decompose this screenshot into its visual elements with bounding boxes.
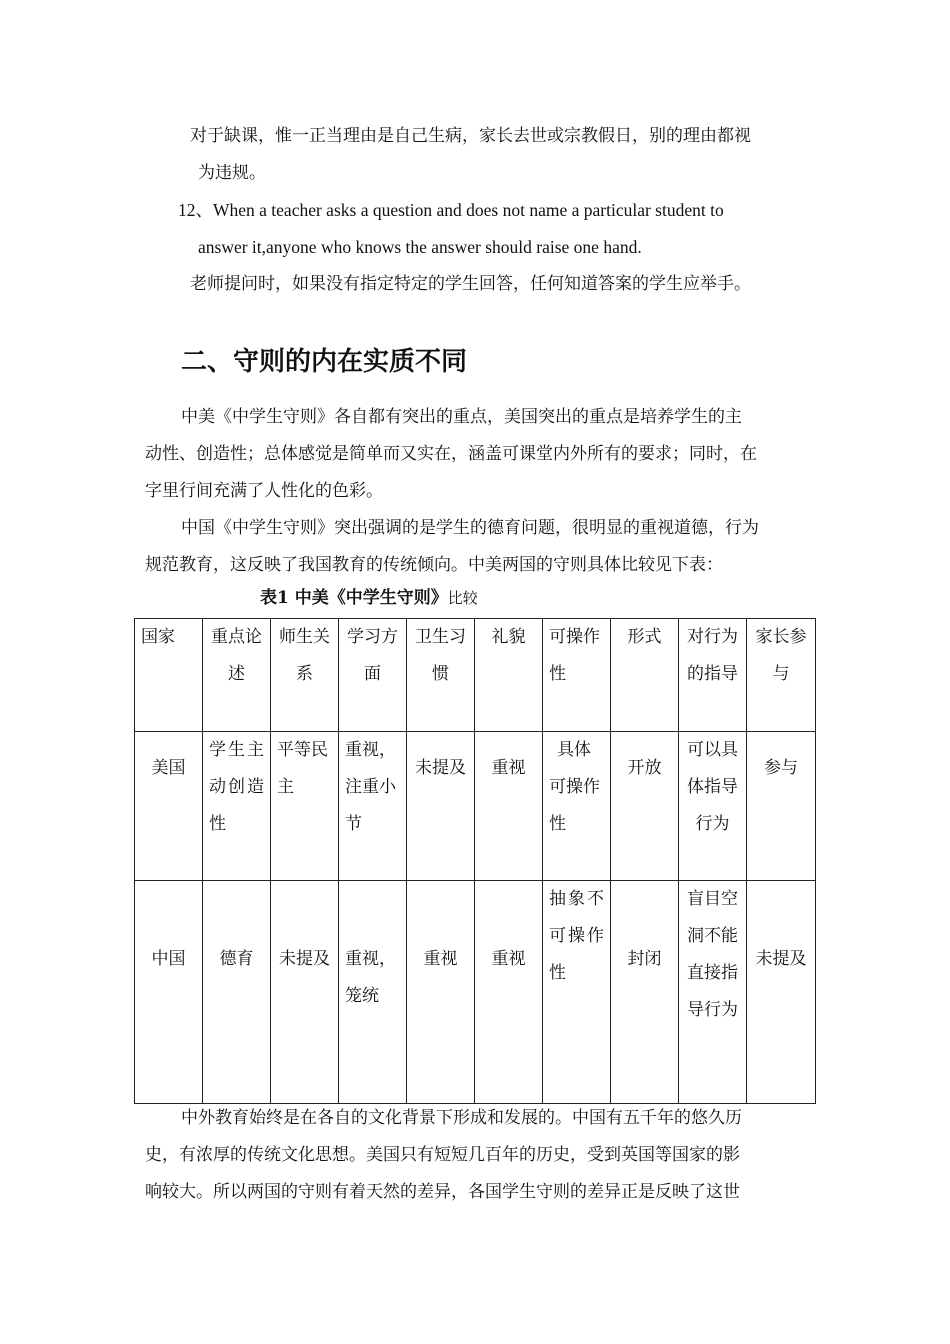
table-row-china — [135, 881, 816, 1104]
header-cell: 卫生习惯 — [407, 619, 475, 732]
absence-rule-text — [190, 118, 751, 192]
header-cell: 对行为的指导 — [679, 619, 747, 732]
text-line: 史，有浓厚的传统文化思想。美国只有短短几百年的历史，受到英国等国家的影 — [145, 1145, 740, 1165]
table-cell: 学生主动创造性 — [203, 732, 271, 881]
table-cell: 重视，笼统 — [339, 881, 407, 1104]
table-cell: 美国 — [135, 732, 203, 881]
text-line: answer it,anyone who knows the answer should raise one hand. — [198, 237, 642, 257]
text-line: 字里行间充满了人性化的色彩。 — [145, 481, 383, 501]
paragraph-1 — [145, 399, 757, 510]
table-row-usa — [135, 732, 816, 881]
table-cell: 德育 — [203, 881, 271, 1104]
text-line: 对于缺课，惟一正当理由是自己生病，家长去世或宗教假日，别的理由都视 — [190, 126, 751, 146]
table-cell: 未提及 — [407, 732, 475, 881]
rule-12 — [178, 192, 724, 266]
header-cell: 学习方面 — [339, 619, 407, 732]
table-cell: 重视 — [475, 881, 543, 1104]
text-line: 中国《中学生守则》突出强调的是学生的德育问题，很明显的重视道德，行为 — [181, 518, 759, 538]
table-cell: 参与 — [747, 732, 816, 881]
header-cell: 礼貌 — [475, 619, 543, 732]
table-cell: 可以具体指导行为 — [679, 732, 747, 881]
table-cell: 未提及 — [271, 881, 339, 1104]
table-cell: 重视 — [407, 881, 475, 1104]
paragraph-2 — [145, 510, 759, 584]
table-cell: 中国 — [135, 881, 203, 1104]
text-line: 老师提问时，如果没有指定特定的学生回答，任何知道答案的学生应举手。 — [190, 274, 751, 294]
table-cell: 重视 — [475, 732, 543, 881]
rule-12-translation — [190, 266, 751, 303]
text-line: 中外教育始终是在各自的文化背景下形成和发展的。中国有五千年的悠久历 — [181, 1108, 742, 1128]
caption-title: 表1 中美《中学生守则》 — [260, 588, 448, 608]
table-cell: 平等民主 — [271, 732, 339, 881]
table-header-row — [135, 619, 816, 732]
text-line: 响较大。所以两国的守则有着天然的差异，各国学生守则的差异正是反映了这世 — [145, 1182, 740, 1202]
header-cell: 形式 — [611, 619, 679, 732]
header-cell: 国家 — [135, 619, 203, 732]
comparison-table — [134, 618, 816, 1104]
table-cell: 开放 — [611, 732, 679, 881]
table-cell: 具体可操作性 — [543, 732, 611, 881]
text-line: 规范教育，这反映了我国教育的传统倾向。中美两国的守则具体比较见下表： — [145, 555, 723, 575]
section-heading: 二、守则的内在实质不同 — [181, 347, 468, 377]
header-cell: 重点论述 — [203, 619, 271, 732]
header-cell: 家长参与 — [747, 619, 816, 732]
text-line: 12、When a teacher asks a question and does not name a particular student to — [178, 200, 724, 220]
header-cell: 师生关系 — [271, 619, 339, 732]
table-cell: 重视，注重小节 — [339, 732, 407, 881]
closing-paragraph — [145, 1100, 742, 1211]
caption-suffix: 比较 — [447, 589, 478, 607]
header-cell: 可操作性 — [543, 619, 611, 732]
table-cell: 盲目空洞不能直接指导行为 — [679, 881, 747, 1104]
table-cell: 抽象不可操作性 — [543, 881, 611, 1104]
table-caption — [260, 584, 478, 612]
table-cell: 未提及 — [747, 881, 816, 1104]
text-line: 为违规。 — [198, 163, 266, 183]
table-cell: 封闭 — [611, 881, 679, 1104]
text-line: 中美《中学生守则》各自都有突出的重点，美国突出的重点是培养学生的主 — [181, 407, 742, 427]
text-line: 动性、创造性；总体感觉是简单而又实在，涵盖可课堂内外所有的要求；同时，在 — [145, 444, 757, 464]
